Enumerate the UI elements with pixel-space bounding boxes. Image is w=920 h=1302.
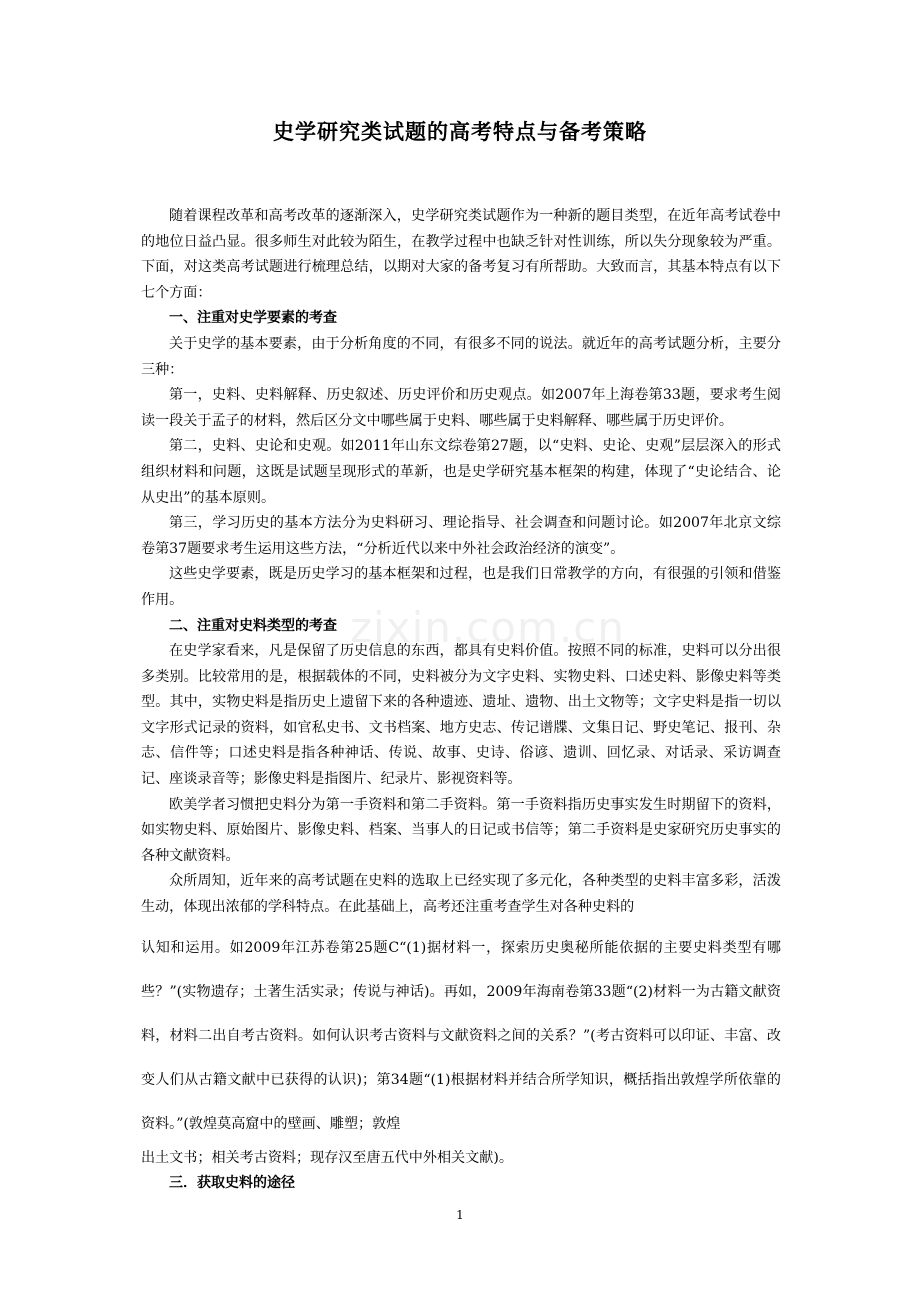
- body-paragraph: 在史学家看来，凡是保留了历史信息的东西，都具有史料价值。按照不同的标准，史料可以分出很多类别。比较常用的是，根据载体的不同，史料被分为文字史料、实物史料、口述史料、影像史料等类型。其中，实物史料是指历史上遗留下来的各种遗迹、遗址、遗物、出土文物等；文字史料是指一切以文字形式记录的资料，如官私史书、文书档案、地方史志、传记谱牒、文集日记、野史笔记、报刊、杂志、信件等；口述史料是指各种神话、传说、故事、史诗、俗谚、遗训、回忆录、对话录、采访调查记、座谈录音等；影像史料是指图片、纪录片、影视资料等。: [141, 643, 781, 788]
- page-number: 1: [456, 1208, 464, 1222]
- body-paragraph-continued: 出土文书；相关考古资料；现存汉至唐五代中外相关文献)。: [141, 1149, 513, 1166]
- section-heading-3: 三．获取史料的途径: [169, 1175, 295, 1192]
- body-paragraph-continued: 认知和运用。如2009年江苏卷第25题C“(1)据材料一，探索历史奥秘所能依据的主要史料类型有哪些？”(实物遗存；土著生活实录；传说与神话)。再如，2009年海南卷第33题“(2)材料一为古籍文献资料，材料二出自考古资料。如何认识考古资料与文献资料之间的关系？”(考古资料可以印证、丰富、改变人们从古籍文献中已获得的认识)；第34题“(1)根据材料并结合所学知识，概括指出敦煌学所依靠的资料。”(敦煌莫高窟中的壁画、雕塑；敦煌: [141, 939, 781, 1132]
- body-paragraph: 欧美学者习惯把史料分为第一手资料和第二手资料。第一手资料指历史事实发生时期留下的资料，如实物史料、原始图片、影像史料、档案、当事人的日记或书信等；第二手资料是史家研究历史事实的各种文献资料。: [141, 796, 781, 864]
- section-heading-2: 二、注重对史料类型的考查: [169, 617, 337, 634]
- watermark: zixin.com.cn: [350, 603, 625, 652]
- body-paragraph: 这些史学要素，既是历史学习的基本框架和过程，也是我们日常教学的方向，有很强的引领和借鉴作用。: [141, 566, 781, 608]
- body-paragraph: 众所周知，近年来的高考试题在史料的选取上已经实现了多元化，各种类型的史料丰富多彩，活泼生动，体现出浓郁的学科特点。在此基础上，高考还注重考查学生对各种史料的: [141, 873, 781, 916]
- section-heading-1: 一、注重对史学要素的考查: [169, 310, 337, 327]
- document-title: 史学研究类试题的高考特点与备考策略: [273, 120, 647, 144]
- body-paragraph: 关于史学的基本要素，由于分析角度的不同，有很多不同的说法。就近年的高考试题分析，主要分三种：: [141, 335, 781, 378]
- document-body: [141, 204, 781, 1197]
- body-paragraph: 第二，史料、史论和史观。如2011年山东文综卷第27题，以“史料、史论、史观”层层深入的形式组织材料和问题，这既是试题呈现形式的革新，也是史学研究基本框架的构建，体现了“史论结合、论从史出”的基本原则。: [141, 438, 781, 506]
- body-paragraph: 第一，史料、史料解释、历史叙述、历史评价和历史观点。如2007年上海卷第33题，要求考生阅读一段关于孟子的材料，然后区分文中哪些属于史料、哪些属于史料解释、哪些属于历史评价。: [141, 387, 781, 429]
- body-paragraph: 第三，学习历史的基本方法分为史料研习、理论指导、社会调查和问题讨论。如2007年北京文综卷第37题要求考生运用这些方法，“分析近代以来中外社会政治经济的演变”。: [141, 515, 781, 557]
- intro-paragraph: 随着课程改革和高考改革的逐渐深入，史学研究类试题作为一种新的题目类型，在近年高考试卷中的地位日益凸显。很多师生对此较为陌生，在教学过程中也缺乏针对性训练，所以失分现象较为严重。下面，对这类高考试题进行梳理总结，以期对大家的备考复习有所帮助。大致而言，其基本特点有以下七个方面：: [141, 208, 781, 301]
